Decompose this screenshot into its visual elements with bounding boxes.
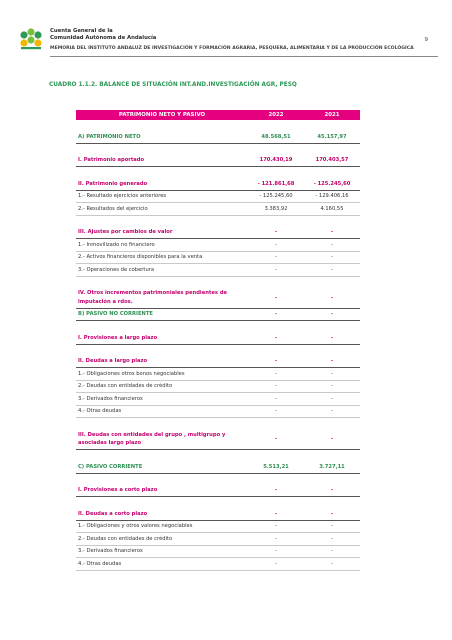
value-2021: - [304, 380, 360, 393]
table-caption: CUADRO 1.1.2. BALANCE DE SITUACIÓN INT.AND.INVESTIGACIÓN AGR, PESQ [49, 82, 297, 88]
value-2021: - [304, 308, 360, 321]
value-2021: - [304, 251, 360, 264]
table-row [76, 288, 360, 309]
value-2022: - [248, 368, 304, 381]
row-label: 2.- Resultados del ejercicio [76, 203, 248, 216]
row-label [76, 429, 248, 450]
header-2022: 2022 [248, 110, 304, 120]
row-label: II. Patrimonio generado [76, 178, 248, 190]
row-label: II. Deudas a largo plazo [76, 356, 248, 368]
table-row [76, 356, 360, 368]
table-row [76, 308, 360, 321]
row-label: 3.- Derivados financieros [76, 545, 248, 558]
table-row [76, 380, 360, 393]
table-row [76, 203, 360, 216]
row-label-line2: asociadas largo plazo [78, 440, 142, 446]
value-2021: 45.157,97 [304, 131, 360, 143]
value-2022: - [248, 429, 304, 450]
row-label: B) PASIVO NO CORRIENTE [76, 308, 248, 321]
value-2022: - [248, 545, 304, 558]
row-label: 2.- Activos financieros disponibles para la venta [76, 251, 248, 264]
table-row [76, 239, 360, 252]
value-2022: - [248, 356, 304, 368]
value-2021: - [304, 264, 360, 277]
value-2021: - [304, 239, 360, 252]
value-2022: 3.383,92 [248, 203, 304, 216]
junta-andalucia-logo-icon [18, 26, 44, 52]
table-header-row [76, 110, 360, 120]
header-2021: 2021 [304, 110, 360, 120]
value-2021: 170.403,57 [304, 155, 360, 167]
table-row [76, 461, 360, 473]
value-2021: - [304, 288, 360, 309]
row-label: III. Ajustes por cambios de valor [76, 227, 248, 239]
value-2022: - [248, 332, 304, 344]
value-2022: - [248, 264, 304, 277]
value-2022: - [248, 405, 304, 418]
value-2022: - [248, 239, 304, 252]
header-label: PATRIMONIO NETO Y PASIVO [76, 110, 248, 120]
value-2022: - [248, 380, 304, 393]
value-2021: - 129.406,16 [304, 190, 360, 203]
table-row [76, 545, 360, 558]
row-label-line1: III. Deudas con entidades del grupo , multigrupo y [78, 431, 226, 438]
value-2022: - [248, 508, 304, 520]
row-label: II. Deudas a corto plazo [76, 508, 248, 520]
value-2021: - [304, 485, 360, 497]
balance-table [76, 110, 360, 571]
value-2021: - [304, 356, 360, 368]
row-label: I. Provisiones a largo plazo [76, 332, 248, 344]
table-row [76, 227, 360, 239]
table-row [76, 131, 360, 143]
value-2021: - [304, 558, 360, 571]
table-row [76, 405, 360, 418]
row-label: 4.- Otras deudas [76, 405, 248, 418]
value-2021: - [304, 227, 360, 239]
table-row [76, 533, 360, 546]
value-2021: - [304, 368, 360, 381]
table-row [76, 485, 360, 497]
row-label: I. Provisiones a corto plazo [76, 485, 248, 497]
row-label [76, 288, 248, 309]
value-2021: - 125.245,60 [304, 178, 360, 190]
value-2022: - [248, 558, 304, 571]
table-row [76, 251, 360, 264]
table-row [76, 155, 360, 167]
row-label-line1: IV. Otros incrementos patrimoniales pendientes de [78, 290, 228, 296]
page-number: 9 [424, 37, 428, 43]
value-2022: - [248, 251, 304, 264]
table-row [76, 368, 360, 381]
row-label: 1.- Resultado ejercicios anteriores [76, 190, 248, 203]
value-2022: - 121.861,68 [248, 178, 304, 190]
value-2022: - [248, 288, 304, 309]
row-label: 4.- Otras deudas [76, 558, 248, 571]
row-label: C) PASIVO CORRIENTE [76, 461, 248, 473]
row-label: 3.- Operaciones de cobertura [76, 264, 248, 277]
table-row [76, 332, 360, 344]
table-row [76, 190, 360, 203]
row-label: 3.- Derivados financieros [76, 393, 248, 406]
table-row [76, 264, 360, 277]
table-row [76, 558, 360, 571]
value-2022: 5.513,21 [248, 461, 304, 473]
value-2022: 48.568,51 [248, 131, 304, 143]
value-2021: - [304, 332, 360, 344]
row-label: 2.- Deudas con entidades de crédito [76, 533, 248, 546]
table-row [76, 508, 360, 520]
value-2021: - [304, 429, 360, 450]
table-row [76, 429, 360, 450]
table-row [76, 393, 360, 406]
value-2022: - 125.245,60 [248, 190, 304, 203]
org-name-line1: Cuenta General de la [50, 28, 113, 34]
value-2021: - [304, 545, 360, 558]
value-2022: - [248, 485, 304, 497]
table-row [76, 520, 360, 533]
memoria-title: MEMORIA DEL INSTITUTO ANDALUZ DE INVESTIGACIÓN Y FORMACIÓN AGRARIA, PESQUERA, ALIMENTARIA Y DE LA PRODUCCIÓN ECOLÓGICA [50, 46, 414, 51]
value-2021: - [304, 405, 360, 418]
row-label: 1.- Obligaciones otros bonos negociables [76, 368, 248, 381]
value-2022: - [248, 393, 304, 406]
value-2021: - [304, 533, 360, 546]
value-2021: 4.160,55 [304, 203, 360, 216]
header-divider [50, 56, 438, 57]
row-label: 1.- Obligaciones y otros valores negociables [76, 520, 248, 533]
value-2021: - [304, 520, 360, 533]
org-name-line2: Comunidad Autónoma de Andalucía [50, 35, 157, 41]
table-row [76, 178, 360, 190]
value-2022: - [248, 533, 304, 546]
row-label: 1.- Inmovilizado no financiero [76, 239, 248, 252]
value-2022: - [248, 308, 304, 321]
row-label: I. Patrimonio aportado [76, 155, 248, 167]
value-2021: - [304, 508, 360, 520]
value-2021: - [304, 393, 360, 406]
value-2022: - [248, 227, 304, 239]
row-label: 2.- Deudas con entidades de crédito [76, 380, 248, 393]
value-2021: 3.727,11 [304, 461, 360, 473]
value-2022: 170.430,19 [248, 155, 304, 167]
row-label-line2: imputación a rdos. [78, 298, 133, 305]
row-label: A) PATRIMONIO NETO [76, 131, 248, 143]
value-2022: - [248, 520, 304, 533]
